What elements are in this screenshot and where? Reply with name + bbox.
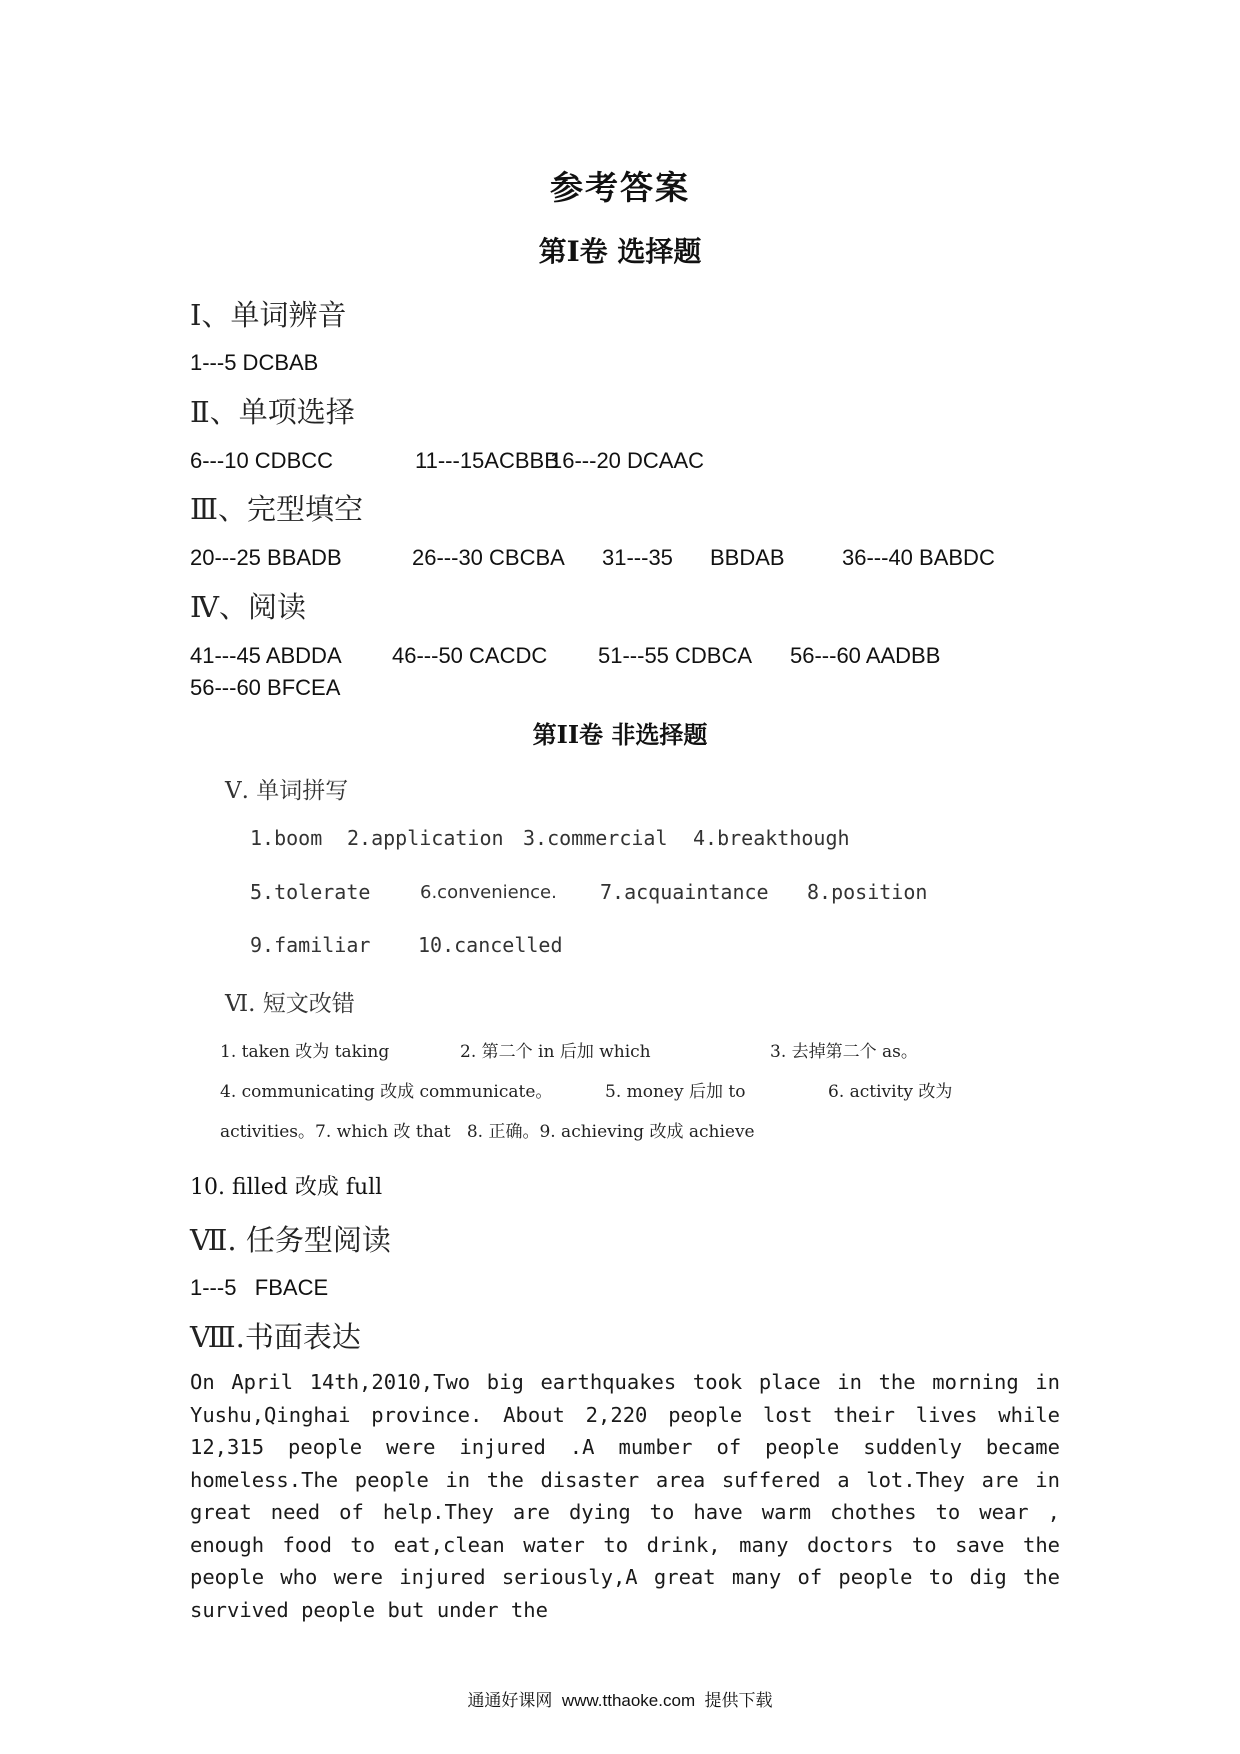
spelling-answer: 10.cancelled: [418, 933, 563, 957]
correction-item-10: 10. filled 改成 full: [190, 1175, 383, 1200]
answer-group: 31---35: [602, 545, 673, 570]
answer-group: 56---60 AADBB: [790, 643, 941, 668]
correction-item: 2. 第二个 in 后加 which: [460, 1042, 651, 1062]
answer-group: 20---25 BBADB: [190, 545, 342, 570]
page-title: 参考答案: [550, 168, 690, 207]
answer-group: 11---15ACBBB: [415, 448, 559, 473]
correction-item: 3. 去掉第二个 as。: [770, 1042, 918, 1062]
section-4-heading: Ⅳ、阅读: [190, 590, 306, 624]
section-1-answers: 1---5 DCBAB: [190, 350, 319, 375]
answer-group: 51---55 CDBCA: [598, 643, 753, 668]
spelling-answer: 2.application: [347, 826, 504, 850]
answer-group: BBDAB: [710, 545, 785, 570]
correction-row-2: [190, 1077, 1090, 1103]
section-3-answers: [190, 545, 1090, 575]
spelling-answer: 9.familiar: [250, 933, 371, 957]
spelling-answer: 1.boom: [250, 826, 323, 850]
spelling-answer: 6.convenience.: [420, 882, 557, 903]
section-8-heading: Ⅷ.书面表达: [190, 1320, 361, 1354]
correction-item: 4. communicating 改成 communicate。: [220, 1082, 553, 1102]
answer-group: 26---30 CBCBA: [412, 545, 565, 570]
volume-2-title: 第II卷 非选择题: [532, 720, 708, 749]
section-6-heading: Ⅵ. 短文改错: [225, 991, 355, 1017]
section-5-heading: Ⅴ. 单词拼写: [225, 778, 349, 804]
section-7-answers: 1---5 FBACE: [190, 1275, 329, 1300]
spelling-answer: 7.acquaintance: [600, 880, 769, 904]
answer-group: 46---50 CACDC: [392, 643, 548, 668]
spelling-row-1: [190, 826, 1090, 856]
section-4-answers: [190, 643, 1090, 673]
section-7-heading: Ⅶ. 任务型阅读: [190, 1223, 391, 1257]
section-2-heading: Ⅱ、单项选择: [190, 395, 355, 429]
answer-group: 16---20 DCAAC: [550, 448, 705, 473]
spelling-row-3: [190, 933, 1090, 963]
spelling-answer: 8.position: [807, 880, 928, 904]
spelling-answer: 4.breakthough: [693, 826, 850, 850]
spelling-row-2: [190, 880, 1090, 910]
spelling-answer: 5.tolerate: [250, 880, 371, 904]
section-2-answers: [190, 448, 1090, 478]
section-3-heading: Ⅲ、完型填空: [190, 492, 363, 526]
correction-row-3: activities。7. which 改 that 8. 正确。9. achieving 改成 achieve: [220, 1122, 755, 1142]
correction-item: 6. activity 改为: [828, 1082, 953, 1102]
answer-group: 41---45 ABDDA: [190, 643, 342, 668]
correction-item: 1. taken 改为 taking: [220, 1042, 390, 1062]
correction-item: 5. money 后加 to: [605, 1082, 746, 1102]
section-1-heading: Ⅰ、单词辨音: [190, 298, 347, 332]
spelling-answer: 3.commercial: [523, 826, 668, 850]
footer-credit: 通通好课网 www.tthaoke.com 提供下载: [467, 1691, 773, 1710]
answer-group: 36---40 BABDC: [842, 545, 995, 570]
section-4-answers-line2: 56---60 BFCEA: [190, 675, 341, 700]
volume-1-title: 第Ⅰ卷 选择题: [538, 235, 702, 268]
answer-group: 6---10 CDBCC: [190, 448, 334, 473]
correction-row-1: [190, 1037, 1090, 1063]
essay-text: On April 14th,2010,Two big earthquakes took place in the morning in Yushu,Qinghai province. About 2,220 people lost their lives while 12,315 people were injured .A mumber of people suddenly became homeless.The people in the disaster area suffered a lot.They are in great need of help.They are dying to have warm chothes to wear , enough food to eat,clean water to drink, many doctors to save the people who were injured seriously,A great many of people to dig the survived people but under the: [190, 1370, 1060, 1622]
